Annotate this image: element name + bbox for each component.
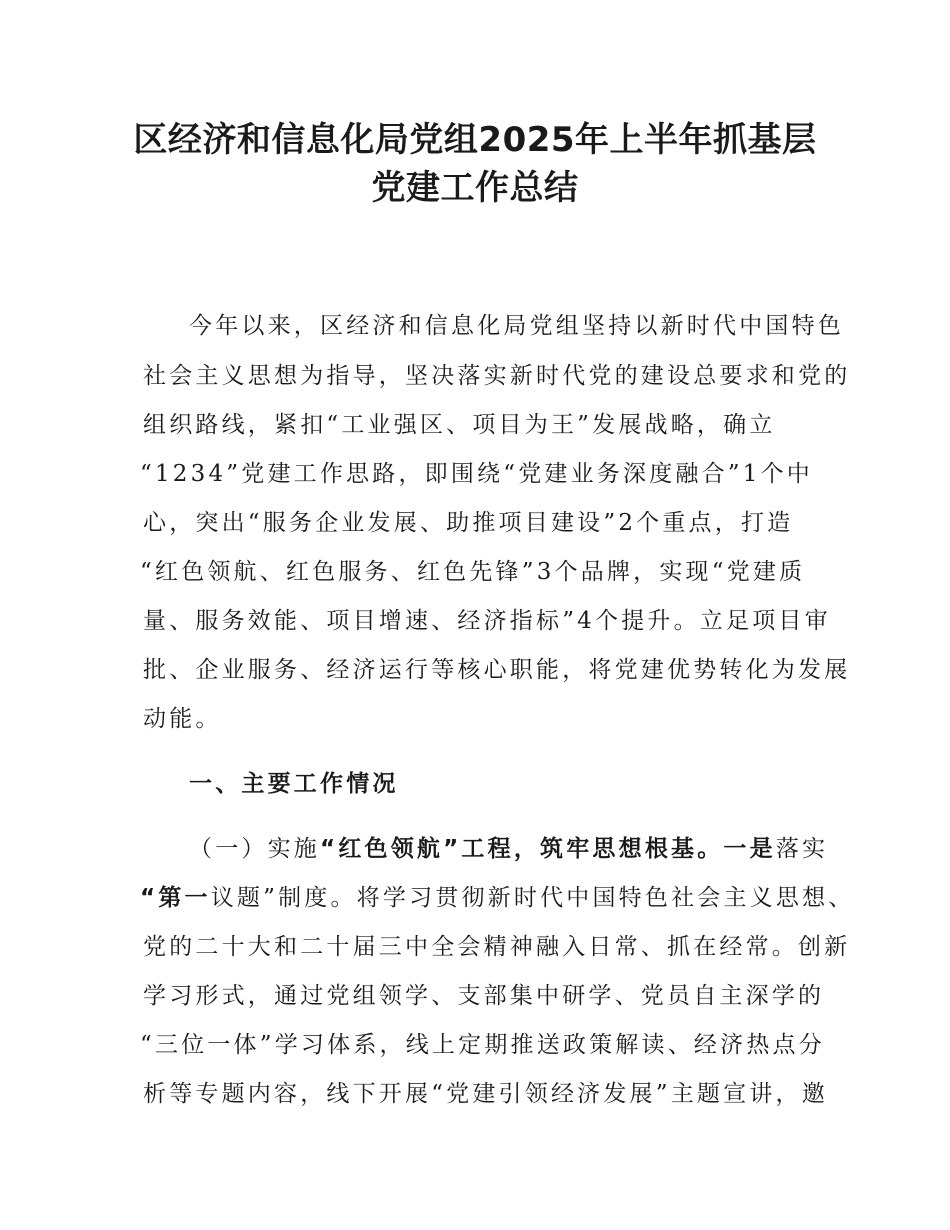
section-heading: 一、主要工作情况 [189,771,399,797]
subsection-line-2 [140,887,854,910]
subsection-line-1-rest: 落实 [775,836,829,862]
intro-line-3: 组织路线，紧扣“工业强区、项目为王”发展战略，确立 [143,412,776,438]
intro-line-6: “红色领航、红色服务、红色先锋”3个品牌，实现“党建质 [140,559,806,585]
intro-line-4: “1234”党建工作思路，即围绕“党建业务深度融合”1个中 [140,461,813,487]
subsection-line-3: 党的二十大和二十届三中全会精神融入日常、抓在经常。创新 [143,934,851,960]
subsection-line-2-rest: 议题”制度。将学习贯彻新时代中国特色社会主义思想、 [210,885,855,911]
intro-line-1: 今年以来，区经济和信息化局党组坚持以新时代中国特色 [189,313,844,339]
subsection-line-4: 学习形式，通过党组领学、支部集中研学、党员自主深学的 [143,983,825,1009]
intro-line-2: 社会主义思想为指导，坚决落实新时代党的建设总要求和党的 [143,363,851,389]
document-title-line-1: 区经济和信息化局党组2025年上半年抓基层 [133,120,817,160]
subsection-label: （一）实施 [189,836,320,862]
subsection-line-5: “三位一体”学习体系，线上定期推送政策解读、经济热点分 [140,1032,825,1058]
subsection-title: “红色领航”工程，筑牢思想根基。一是 [320,836,776,862]
subsection-line-1 [189,838,828,861]
subsection-line-6: 析等专题内容，线下开展“党建引领经济发展”主题宣讲，邀 [143,1081,828,1107]
document-title-line-2: 党建工作总结 [371,168,579,208]
subsection-line-2-bold: “第一 [140,885,211,911]
intro-line-8: 批、企业服务、经济运行等核心职能，将党建优势转化为发展 [143,657,851,683]
intro-line-7: 量、服务效能、项目增速、经济指标”4个提升。立足项目审 [143,608,831,634]
intro-line-9: 动能。 [143,706,222,732]
intro-line-5: 心，突出“服务企业发展、助推项目建设”2个重点，打造 [143,510,794,536]
